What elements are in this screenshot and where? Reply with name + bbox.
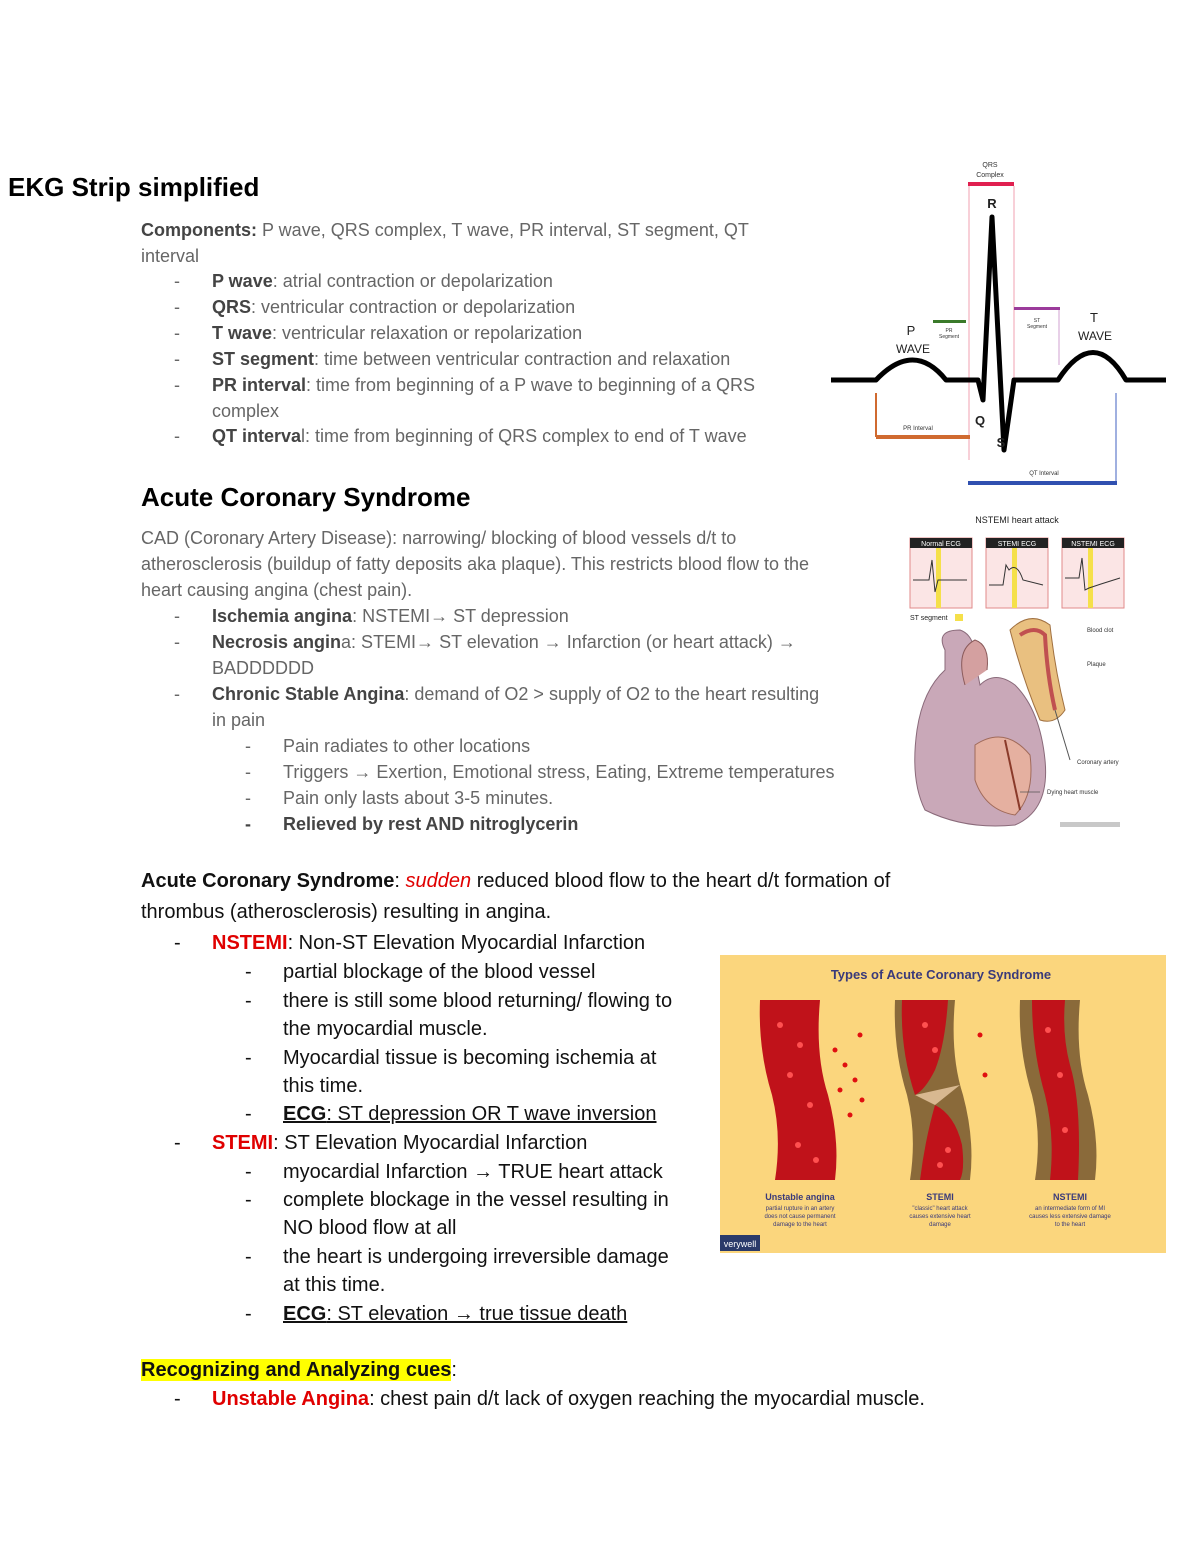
list-dash: - <box>174 1388 181 1410</box>
cad-line-2: atherosclerosis (buildup of fatty deposits aka plaque). This restricts blood flow to the <box>141 554 810 574</box>
nstemi-ecg-item <box>283 1100 657 1129</box>
section-title-ekg: EKG Strip simplified <box>8 172 260 202</box>
sudden-word: sudden <box>405 870 472 892</box>
list-item <box>212 372 755 398</box>
sub-dash: - <box>245 1103 252 1125</box>
list-item <box>212 268 553 294</box>
components-label: Components: <box>141 220 257 240</box>
caption-line: damage <box>929 1222 951 1228</box>
st-segment-label-2: Segment <box>1026 324 1048 330</box>
list-item <box>212 346 730 372</box>
sub-dash: - <box>245 762 251 782</box>
list-dash: - <box>174 426 180 446</box>
cad-line-1: CAD (Coronary Artery Disease): narrowing/ blocking of blood vessels d/t to <box>141 528 737 548</box>
sub-item: the heart is undergoing irreversible damage <box>283 1246 669 1268</box>
st-segment-label: ST <box>1033 318 1041 324</box>
list-term: ST segment <box>212 349 315 369</box>
caption-title: Unstable angina <box>765 1192 835 1202</box>
sub-item-cont: this time. <box>283 1075 364 1097</box>
r-label: R <box>987 196 997 211</box>
list-term: Chronic Stable Angina <box>212 684 405 704</box>
ecg-panel-normal <box>910 538 972 608</box>
ecg-desc: : ST depression OR T wave inversion <box>326 1103 657 1125</box>
qrs-complex-bar <box>968 182 1014 186</box>
components-line <box>141 217 749 243</box>
sub-dash: - <box>245 1189 252 1211</box>
caption-line: "classic" heart attack <box>912 1206 968 1212</box>
list-dash: - <box>174 606 180 626</box>
pr-segment-bar <box>933 320 966 323</box>
panel-label: Normal ECG <box>921 541 961 548</box>
sub-dash: - <box>245 1047 252 1069</box>
cad-line-3: heart causing angina (chest pain). <box>141 580 413 600</box>
list-item <box>212 320 582 346</box>
list-item-cont: complex <box>212 401 280 421</box>
colon: : <box>451 1359 457 1381</box>
list-term: Necrosis angin <box>212 632 342 652</box>
list-desc: a: STEMI→ ST elevation → Infarction (or heart attack) → <box>341 632 796 652</box>
stemi-ecg-item <box>283 1300 627 1329</box>
p-wave-label: WAVE <box>895 342 931 356</box>
list-term: QRS <box>212 297 252 317</box>
sub-dash: - <box>245 990 252 1012</box>
coronary-artery-label: Coronary artery <box>1077 760 1119 766</box>
unstable-angina-desc: : chest pain d/t lack of oxygen reaching the myocardial muscle. <box>369 1388 925 1410</box>
sub-dash: - <box>245 1303 252 1325</box>
ecg-term: ECG <box>283 1103 327 1125</box>
q-label: Q <box>974 413 986 428</box>
list-term: T wave <box>212 323 273 343</box>
sub-item: Myocardial tissue is becoming ischemia at <box>283 1047 657 1069</box>
acs-term: Acute Coronary Syndrome <box>141 870 395 892</box>
nstemi-term: NSTEMI <box>212 932 288 954</box>
ecg-panel-stemi <box>986 538 1048 608</box>
qrs-complex-label: QRS <box>982 162 998 169</box>
list-dash: - <box>174 684 180 704</box>
list-item <box>212 681 819 707</box>
caption-title: STEMI <box>926 1192 954 1202</box>
t-label: T <box>1090 310 1098 325</box>
ekg-diagram <box>826 155 1171 495</box>
list-dash: - <box>174 297 180 317</box>
list-item <box>212 294 575 320</box>
nstemi-desc: : Non-ST Elevation Myocardial Infarction <box>287 932 646 954</box>
list-dash: - <box>174 932 181 954</box>
sub-dash: - <box>245 1246 252 1268</box>
nstemi-item <box>212 929 645 958</box>
list-desc: : ventricular relaxation or repolarization <box>272 323 583 343</box>
qt-interval-label: QT Interval <box>1029 471 1059 477</box>
colon: : <box>394 870 406 892</box>
s-label: S <box>996 435 1006 450</box>
pr-interval-label: PR Interval <box>903 426 933 432</box>
list-desc: l: time from beginning of QRS complex to end of T wave <box>301 426 747 446</box>
cues-heading <box>141 1356 457 1385</box>
acs-types-figure <box>720 955 1166 1253</box>
caption-line: an intermediate form of MI <box>1034 1206 1106 1212</box>
sub-item-bold: Relieved by rest AND nitroglycerin <box>283 814 579 834</box>
caption-line: causes extensive heart <box>909 1214 971 1220</box>
sub-item: Pain only lasts about 3-5 minutes. <box>283 788 554 808</box>
list-item-cont: in pain <box>212 710 266 730</box>
panel-label: STEMI ECG <box>997 541 1037 548</box>
stemi-term: STEMI <box>212 1132 274 1154</box>
caption-line: damage to the heart <box>773 1222 827 1228</box>
plaque-label: Plaque <box>1087 662 1106 668</box>
list-term: Ischemia angina <box>212 606 353 626</box>
list-desc: : atrial contraction or depolarization <box>272 271 553 291</box>
sub-item: Triggers → Exertion, Emotional stress, Eating, Extreme temperatures <box>283 762 835 782</box>
dying-muscle-label: Dying heart muscle <box>1047 790 1099 796</box>
caption-line: does not cause permanent <box>764 1214 836 1220</box>
pr-interval-bar <box>876 435 970 439</box>
sub-item-cont: the myocardial muscle. <box>283 1018 488 1040</box>
clot-label: Blood clot <box>1087 628 1114 634</box>
sub-item-cont: at this time. <box>283 1274 386 1296</box>
caption-title: NSTEMI <box>1052 1192 1088 1202</box>
ecg-desc: : ST elevation → true tissue death <box>326 1303 628 1325</box>
sub-item-cont: NO blood flow at all <box>283 1217 457 1239</box>
ecg-term: ECG <box>283 1303 327 1325</box>
caption-line: partial rupture in an artery <box>765 1206 835 1212</box>
copyright-mark <box>1060 822 1120 827</box>
pr-segment-label: PR <box>945 328 953 334</box>
cues-title: Recognizing and Analyzing cues <box>141 1359 452 1381</box>
list-item <box>212 603 569 629</box>
panel-label: NSTEMI ECG <box>1071 541 1115 548</box>
qt-interval-bar <box>968 481 1117 485</box>
sub-dash: - <box>245 814 251 834</box>
qrs-complex-label-2: Complex <box>976 172 1004 179</box>
sub-item: partial blockage of the blood vessel <box>283 961 596 983</box>
t-wave-label: WAVE <box>1077 329 1113 343</box>
ecg-panel-nstemi <box>1062 538 1124 608</box>
list-dash: - <box>174 632 180 652</box>
acs-definition-line-1 <box>141 867 890 896</box>
list-item <box>212 423 747 449</box>
unstable-angina-item <box>212 1385 925 1414</box>
sub-dash: - <box>245 1161 252 1183</box>
list-dash: - <box>174 323 180 343</box>
section-title-acs: Acute Coronary Syndrome <box>141 482 471 512</box>
sub-dash: - <box>245 736 251 756</box>
sub-item: there is still some blood returning/ flowing to <box>283 990 673 1012</box>
acs-definition-line-2: thrombus (atherosclerosis) resulting in angina. <box>141 901 552 923</box>
st-segment-bar <box>1014 307 1060 310</box>
unstable-angina-term: Unstable Angina <box>212 1388 370 1410</box>
list-desc: : time from beginning of a P wave to beginning of a QRS <box>306 375 755 395</box>
components-text: P wave, QRS complex, T wave, PR interval, ST segment, QT <box>257 220 749 240</box>
list-term: P wave <box>212 271 273 291</box>
caption-line: causes less extensive damage <box>1029 1214 1111 1220</box>
brand-logo: verywell <box>723 1239 757 1249</box>
list-desc: : ventricular contraction or depolarization <box>251 297 576 317</box>
list-dash: - <box>174 375 180 395</box>
sub-item: myocardial Infarction → TRUE heart attack <box>283 1161 663 1183</box>
components-line-2: interval <box>141 246 200 266</box>
list-desc: : NSTEMI→ ST depression <box>352 606 569 626</box>
sub-item: complete blockage in the vessel resulting in <box>283 1189 669 1211</box>
list-desc: : demand of O2 > supply of O2 to the heart resulting <box>404 684 820 704</box>
st-segment-key: ST segment <box>910 615 948 622</box>
st-segment-swatch <box>955 614 963 621</box>
stemi-item <box>212 1129 587 1158</box>
nstemi-heart-figure <box>905 510 1127 835</box>
p-label: P <box>906 323 916 338</box>
acs-figure-title: Types of Acute Coronary Syndrome <box>830 967 1052 982</box>
acs-definition-rest: reduced blood flow to the heart d/t formation of <box>471 870 891 892</box>
list-dash: - <box>174 349 180 369</box>
pr-segment-label-2: Segment <box>938 334 960 340</box>
stemi-desc: : ST Elevation Myocardial Infarction <box>273 1132 588 1154</box>
figure-title: NSTEMI heart attack <box>975 515 1059 525</box>
list-desc: : time between ventricular contraction and relaxation <box>314 349 731 369</box>
list-term: PR interval <box>212 375 307 395</box>
caption-line: to the heart <box>1054 1222 1086 1228</box>
list-item <box>212 629 796 655</box>
sub-dash: - <box>245 961 252 983</box>
list-dash: - <box>174 1132 181 1154</box>
list-item-cont: BADDDDDD <box>212 658 315 678</box>
sub-dash: - <box>245 788 251 808</box>
list-dash: - <box>174 271 180 291</box>
sub-item: Pain radiates to other locations <box>283 736 531 756</box>
list-term: QT interva <box>212 426 302 446</box>
